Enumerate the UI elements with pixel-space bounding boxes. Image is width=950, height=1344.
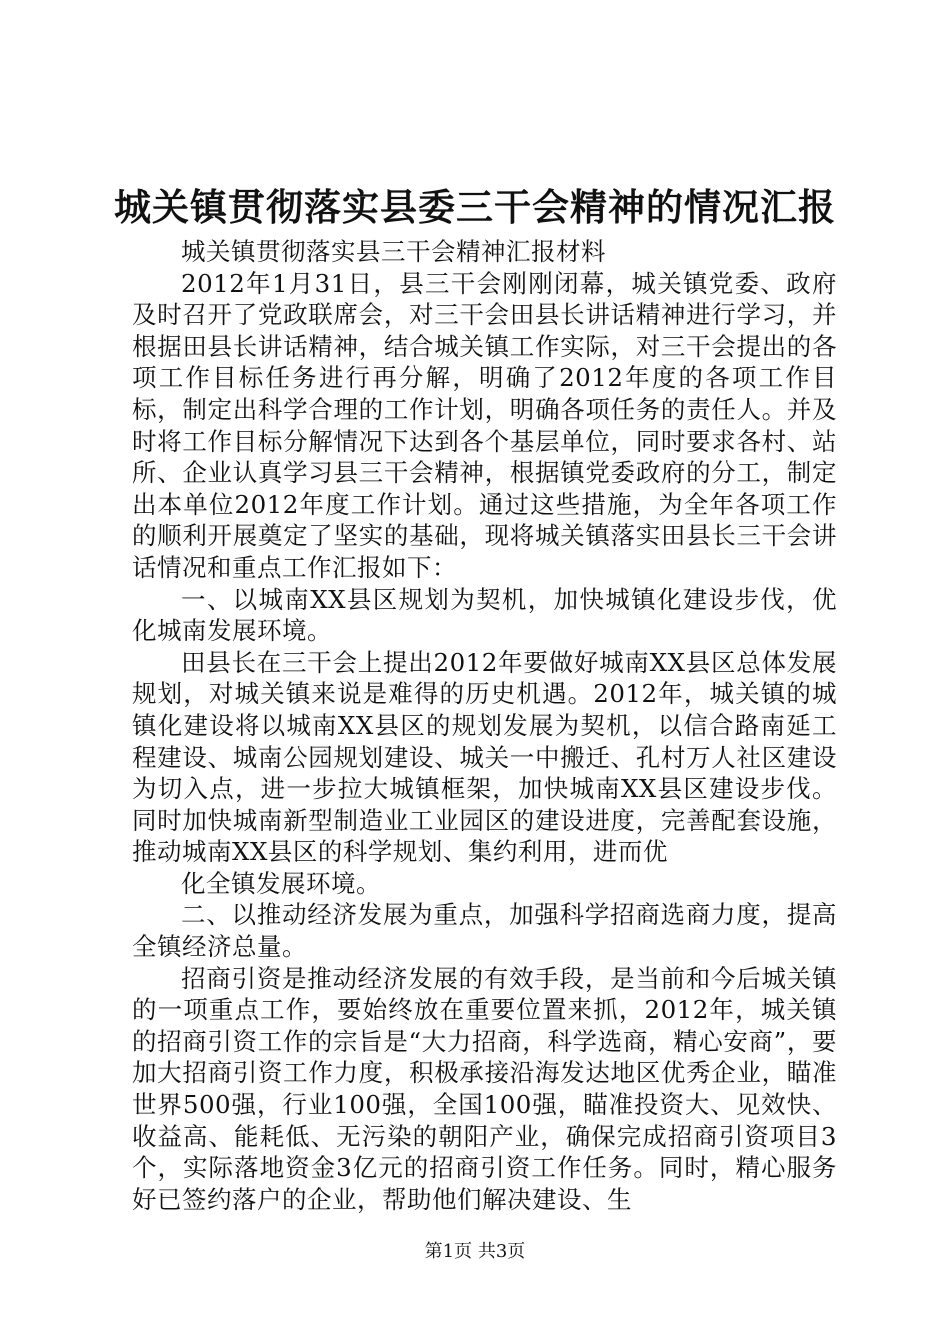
paragraph-section-2: 招商引资是推动经济发展的有效手段，是当前和今后城关镇的一项重点工作，要始终放在重要位置来抓，2012年，城关镇的招商引资工作的宗旨是“大力招商，科学选商，精心安商”，要加大招商引资工作力度，积极承接沿海发达地区优秀企业，瞄准世界500强，行业100强，全国100强，瞄准投资大、见效快、收益高、能耗低、无污染的朝阳产业，确保完成招商引资项目3个，实际落地资金3亿元的招商引资工作任务。同时，精心服务好已签约落户的企业，帮助他们解决建设、生 [132,963,837,1214]
section-heading-1: 一、以城南XX县区规划为契机，加快城镇化建设步伐，优化城南发展环境。 [132,584,837,646]
report-subtitle: 城关镇贯彻落实县三干会精神汇报材料 [181,237,606,266]
paragraph-intro: 2012年1月31日，县三干会刚刚闭幕，城关镇党委、政府及时召开了党政联席会，对三干会田县长讲话精神进行学习，并根据田县长讲话精神，结合城关镇工作实际，对三干会提出的各项工作目标任务进行再分解，明确了2012年度的各项工作目标，制定出科学合理的工作计划，明确各项任务的责任人。并及时将工作目标分解情况下达到各个基层单位，同时要求各村、站所、企业认真学习县三干会精神，根据镇党委政府的分工，制定出本单位2012年度工作计划。通过这些措施，为全年各项工作的顺利开展奠定了坚实的基础，现将城关镇落实田县长三干会讲话情况和重点工作汇报如下： [132,268,837,582]
paragraph-section-1-continued: 化全镇发展环境。 [181,868,381,898]
document-body [132,236,837,1215]
page-number: 第1页 共3页 [424,1241,526,1262]
paragraph-section-1: 田县长在三干会上提出2012年要做好城南XX县区总体发展规划，对城关镇来说是难得的历史机遇。2012年，城关镇的城镇化建设将以城南XX县区的规划发展为契机，以信合路南延工程建设、城南公园规划建设、城关一中搬迁、孔村万人社区建设为切入点，进一步拉大城镇框架，加快城南XX县区建设步伐。同时加快城南新型制造业工业园区的建设进度，完善配套设施，推动城南XX县区的科学规划、集约利用，进而优 [132,647,837,867]
document-title: 城关镇贯彻落实县委三干会精神的情况汇报 [114,185,836,229]
section-heading-2: 二、以推动经济发展为重点，加强科学招商选商力度，提高全镇经济总量。 [132,900,837,962]
